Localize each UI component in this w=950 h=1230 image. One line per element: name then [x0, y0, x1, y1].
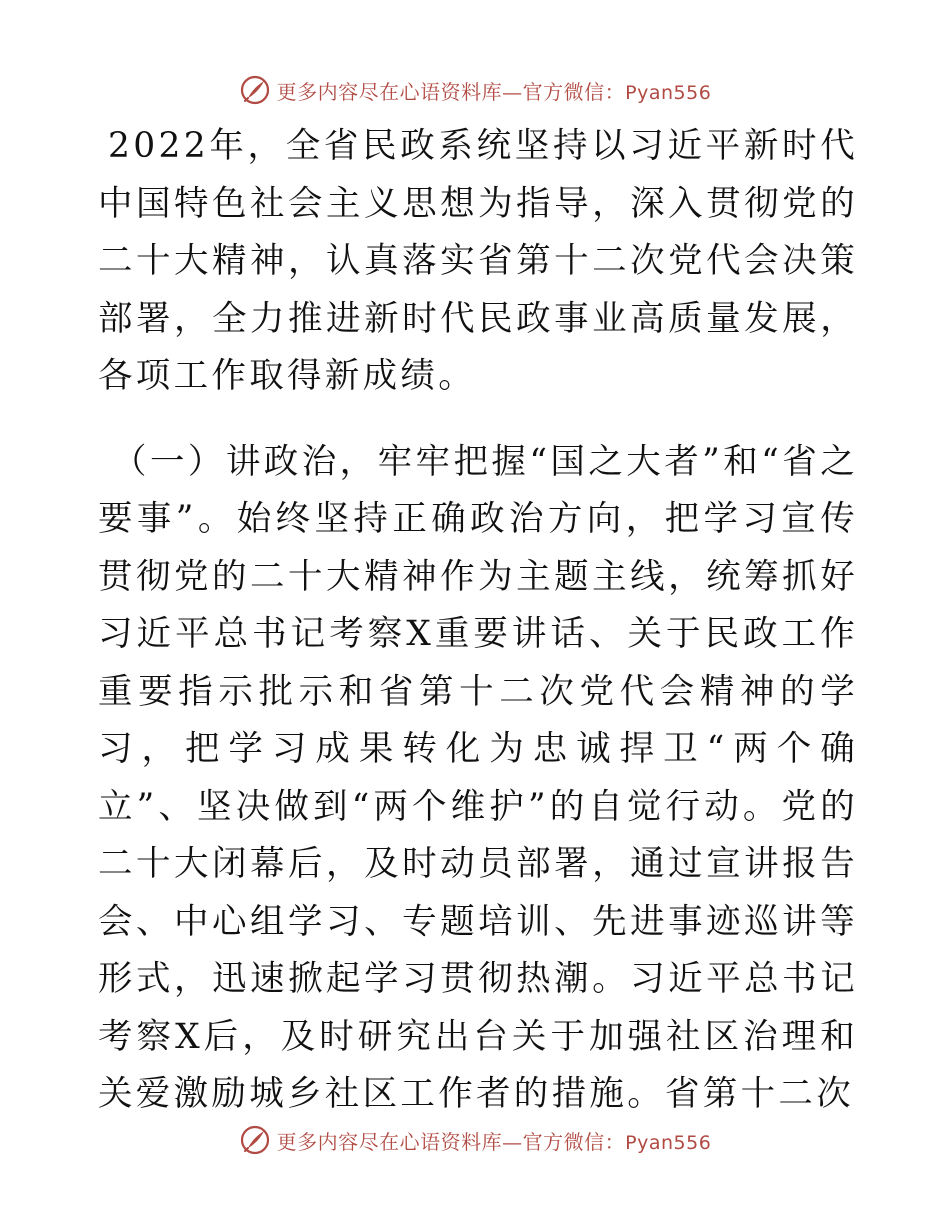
quill-logo-icon: [239, 74, 271, 106]
document-body: [98, 118, 858, 1124]
watermark-text: 更多内容尽在心语资料库—官方微信：Pyan556: [276, 1129, 712, 1154]
watermark-handle: Pyan556: [625, 81, 712, 104]
header-watermark: [0, 72, 950, 108]
watermark-handle: Pyan556: [625, 1131, 712, 1154]
quill-logo-icon: [239, 1124, 271, 1156]
footer-watermark: [0, 1122, 950, 1158]
paragraph-section-one: （一）讲政治，牢牢把握“国之大者”和“省之要事”。始终坚持正确政治方向，把学习宣传贯彻党的二十大精神作为主题主线，统筹抓好习近平总书记考察X重要讲话、关于民政工作重要指示批示和省第十二次党代会精神的学习，把学习成果转化为忠诚捍卫“两个确立”、坚决做到“两个维护”的自觉行动。党的二十大闭幕后，及时动员部署，通过宣讲报告会、中心组学习、专题培训、先进事迹巡讲等形式，迅速掀起学习贯彻热潮。习近平总书记考察X后，及时研究出台关于加强社区治理和关爱激励城乡社区工作者的措施。省第十二次: [98, 441, 858, 1114]
watermark-text: 更多内容尽在心语资料库—官方微信：Pyan556: [276, 79, 712, 104]
paragraph-intro: 2022年，全省民政系统坚持以习近平新时代中国特色社会主义思想为指导，深入贯彻党的二十大精神，认真落实省第十二次党代会决策部署，全力推进新时代民政事业高质量发展，各项工作取得新成绩。: [98, 126, 858, 396]
